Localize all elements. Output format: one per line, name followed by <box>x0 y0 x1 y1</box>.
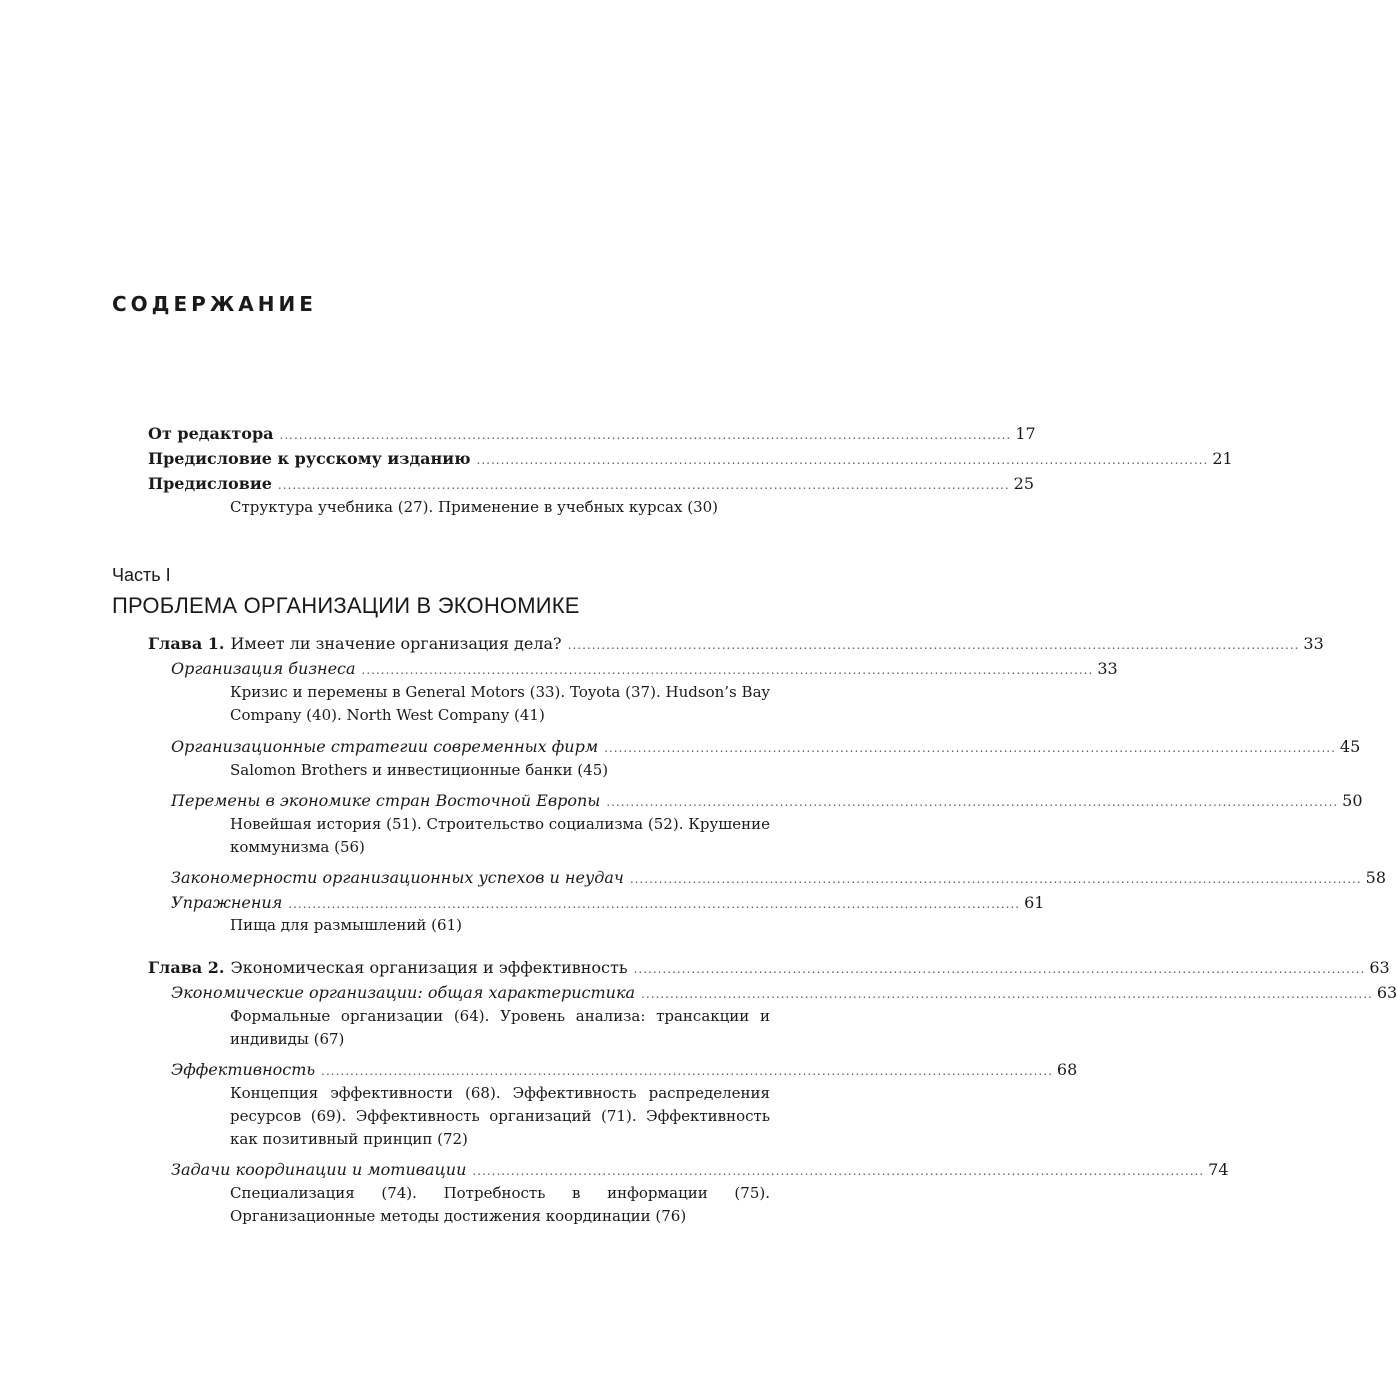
dot-leader: ........................................................................................................................................................ <box>472 1164 1205 1178</box>
toc-section-label: Организация бизнеса <box>171 659 356 678</box>
chapter-title: Имеет ли значение организация дела? <box>230 634 562 653</box>
dot-leader: ........................................................................................................................................................ <box>629 872 1362 886</box>
toc-subentries: Пища для размышлений (61) <box>230 916 462 934</box>
toc-entry-page: 74 <box>1208 1160 1229 1179</box>
chapter-number: Глава 2. <box>148 958 225 977</box>
toc-chapter-2[interactable] <box>148 957 1390 980</box>
toc-entry-page: 25 <box>1013 474 1035 493</box>
toc-entry-label: От редактора <box>148 424 274 443</box>
toc-section-label: Закономерности организационных успехов и неудач <box>171 868 624 887</box>
toc-entry-russian-preface[interactable] <box>148 448 1233 471</box>
dot-leader: ........................................................................................................................................................ <box>288 897 1021 911</box>
toc-subentries: Кризис и перемены в General Motors (33). Toyota (37). Hudson’s Bay Company (40). North West Company (41) <box>230 683 770 724</box>
toc-subentries: Формальные организации (64). Уровень анализа: трансакции и индивиды (67) <box>230 1007 770 1048</box>
toc-entry-preface[interactable] <box>148 473 1035 496</box>
part-title: ПРОБЛЕМА ОРГАНИЗАЦИИ В ЭКОНОМИКЕ <box>112 593 580 618</box>
toc-subentries: Salomon Brothers и инвестиционные банки (45) <box>230 761 609 779</box>
toc-entry-label: Предисловие к русскому изданию <box>148 449 471 468</box>
toc-entry-page: 33 <box>1303 634 1324 653</box>
toc-entry-page: 21 <box>1212 449 1233 468</box>
dot-leader: ........................................................................................................................................................ <box>606 795 1339 809</box>
chapter-title: Экономическая организация и эффективность <box>230 958 628 977</box>
toc-section[interactable] <box>171 790 1363 813</box>
dot-leader: ........................................................................................................................................................ <box>641 987 1373 1001</box>
toc-section[interactable] <box>171 867 1387 890</box>
toc-subentries: Концепция эффективности (68). Эффективность распределения ресурсов (69). Эффективность организаций (71). Эффективность как позитивный принцип (72) <box>230 1084 770 1148</box>
toc-section[interactable] <box>171 892 1045 915</box>
toc-entry-page: 17 <box>1015 424 1036 443</box>
dot-leader: ........................................................................................................................................................ <box>604 741 1336 755</box>
toc-section-label: Экономические организации: общая характеристика <box>171 983 636 1002</box>
dot-leader: ........................................................................................................................................................ <box>321 1064 1053 1078</box>
toc-subentries: Структура учебника (27). Применение в учебных курсах (30) <box>230 498 719 516</box>
toc-chapter-1[interactable] <box>148 633 1324 656</box>
toc-entry-page: 63 <box>1369 958 1390 977</box>
toc-entry-page: 33 <box>1097 659 1118 678</box>
toc-section-label: Задачи координации и мотивации <box>171 1160 467 1179</box>
toc-section-label: Перемены в экономике стран Восточной Европы <box>171 791 601 810</box>
toc-subentries: Новейшая история (51). Строительство социализма (52). Крушение коммунизма (56) <box>230 815 770 856</box>
toc-section-label: Упражнения <box>171 893 283 912</box>
toc-entry-page: 63 <box>1376 983 1397 1002</box>
toc-section-label: Организационные стратегии современных фирм <box>171 737 599 756</box>
toc-entry-editor[interactable] <box>148 423 1036 446</box>
toc-entry-label: Предисловие <box>148 474 272 493</box>
toc-entry-page: 61 <box>1024 893 1045 912</box>
toc-entry-page: 45 <box>1339 737 1361 756</box>
dot-leader: ........................................................................................................................................................ <box>476 453 1209 467</box>
dot-leader: ........................................................................................................................................................ <box>633 962 1366 976</box>
toc-section[interactable] <box>171 736 1361 759</box>
chapter-number: Глава 1. <box>148 634 225 653</box>
dot-leader: ........................................................................................................................................................ <box>279 428 1012 442</box>
toc-entry-page: 58 <box>1365 868 1387 887</box>
toc-entry-page: 50 <box>1342 791 1363 810</box>
toc-section[interactable] <box>171 1159 1229 1182</box>
page-title: СОДЕРЖАНИЕ <box>112 292 317 316</box>
part-label: Часть I <box>112 565 171 585</box>
toc-entry-page: 68 <box>1056 1060 1078 1079</box>
toc-section-label: Эффективность <box>171 1060 316 1079</box>
toc-section[interactable] <box>171 658 1118 681</box>
dot-leader: ........................................................................................................................................................ <box>277 478 1010 492</box>
toc-section[interactable] <box>171 982 1397 1005</box>
toc-section[interactable] <box>171 1059 1078 1082</box>
toc-subentries: Специализация (74). Потребность в информации (75). Организационные методы достижения координации (76) <box>230 1184 770 1225</box>
dot-leader: ........................................................................................................................................................ <box>567 638 1300 652</box>
dot-leader: ........................................................................................................................................................ <box>361 663 1094 677</box>
